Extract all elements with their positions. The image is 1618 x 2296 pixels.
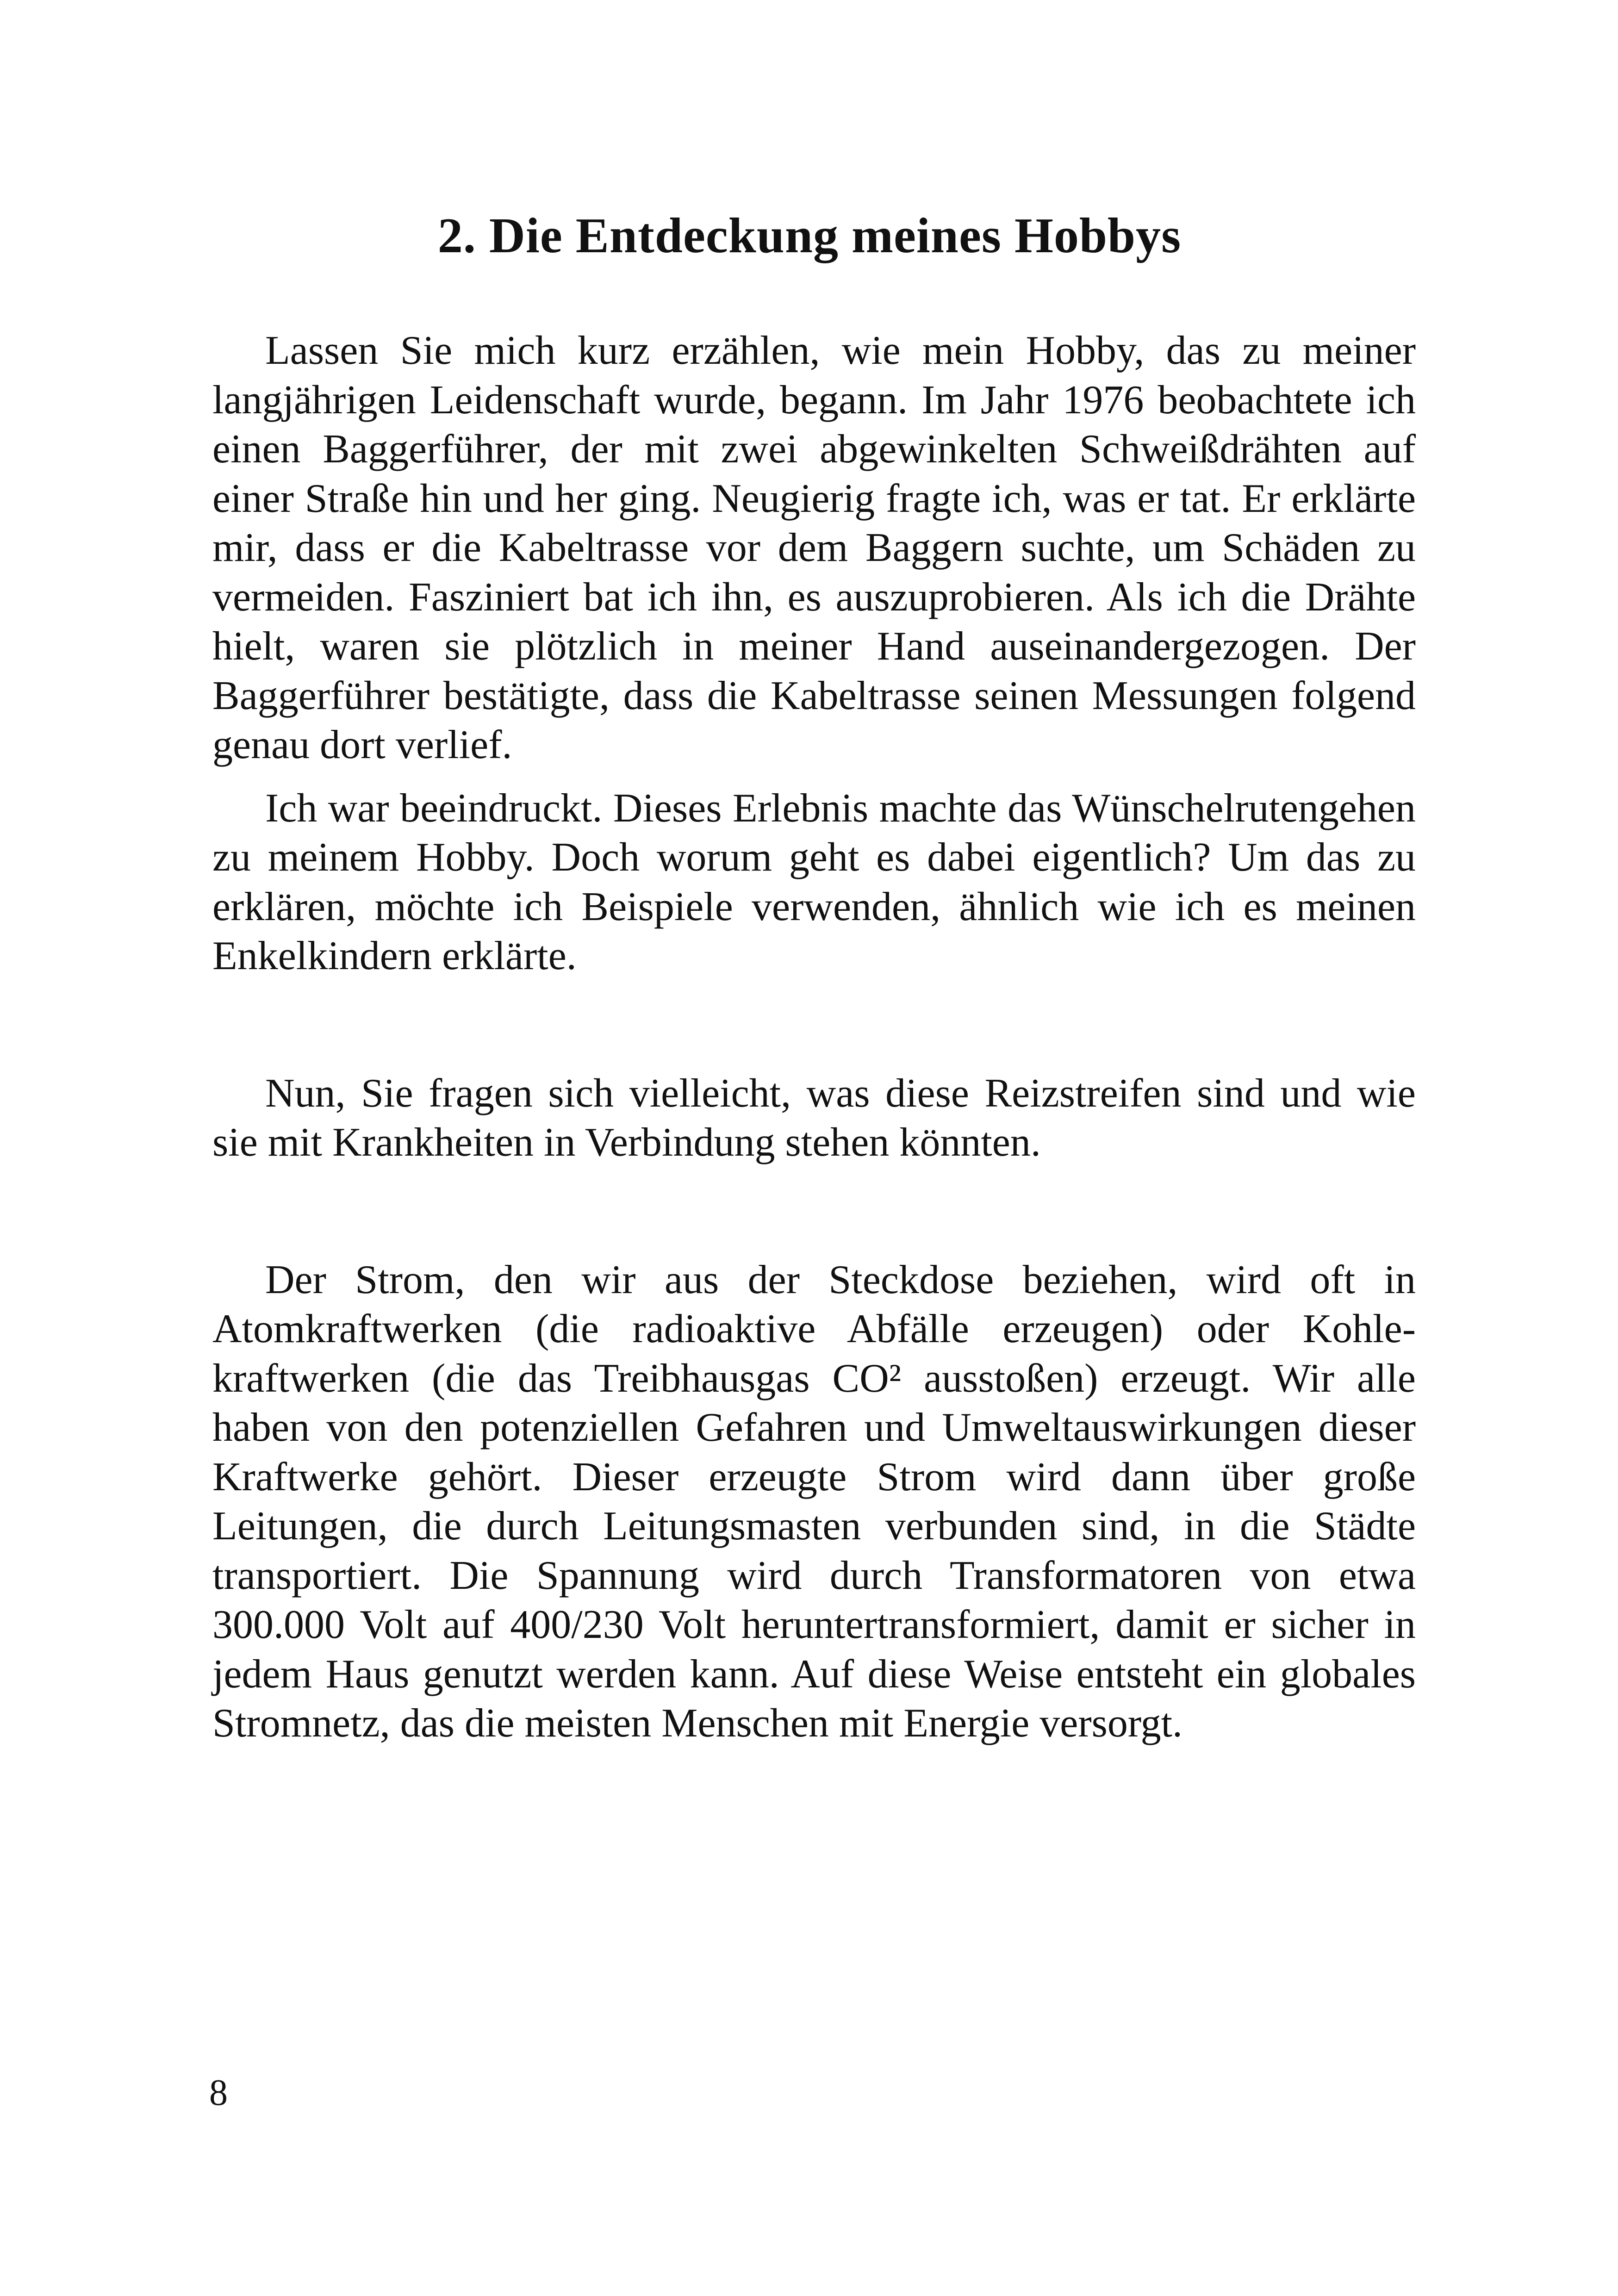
paragraph-impression: Ich war beeindruckt. Dieses Erlebnis machte das Wünschelrutengehen zu meinem Hobby. Doch worum geht es dabei eigentlich? Um das zu erklären, möchte ich Beispiele verwenden, ähnlich wie ich es meinen Enkelkindern erklärte. (212, 785, 1416, 978)
body-text (212, 326, 1416, 1748)
page-number: 8 (209, 2072, 228, 2113)
paragraph-reizstreifen-question: Nun, Sie fragen sich vielleicht, was diese Reizstreifen sind und wie sie mit Krankheiten in Verbindung stehen könnten. (212, 1070, 1416, 1165)
paragraph-power-grid: Der Strom, den wir aus der Steckdose beziehen, wird oft in Atomkraftwerken (die radioaktive Abfälle erzeugen) oder Kohlekraftwerken (die das Treibhausgas CO² ausstoßen) erzeugt. Wir alle haben von den potenziellen Gefahren und Umweltauswirkungen dieser Kraftwerke gehört. Dieser erzeugte Strom wird dann über große Leitungen, die durch Leitungsmasten verbunden sind, in die Städte transportiert. Die Spannung wird durch Transformatoren von etwa 300.000 Volt auf 400/230 Volt heruntertransformiert, damit er sicher in jedem Haus genutzt werden kann. Auf diese Weise entsteht ein globales Stromnetz, das die meisten Menschen mit Energie versorgt. (212, 1257, 1416, 1746)
chapter-title: 2. Die Entdeckung meines Hobbys (437, 208, 1182, 263)
paragraph-hobby-origin: Lassen Sie mich kurz erzählen, wie mein Hobby, das zu meiner langjährigen Leidenschaft wurde, begann. Im Jahr 1976 beobachtete ich einen Baggerführer, der mit zwei abgewinkelten Schweißdrähten auf einer Straße hin und her ging. Neugierig fragte ich, was er tat. Er erklärte mir, dass er die Kabeltrasse vor dem Baggern suchte, um Schäden zu vermeiden. Fasziniert bat ich ihn, es auszuprobieren. Als ich die Drähte hielt, waren sie plötzlich in meiner Hand auseinandergezogen. Der Baggerführer bestätigte, dass die Kabeltrasse seinen Messungen folgend genau dort verlief. (212, 328, 1416, 767)
